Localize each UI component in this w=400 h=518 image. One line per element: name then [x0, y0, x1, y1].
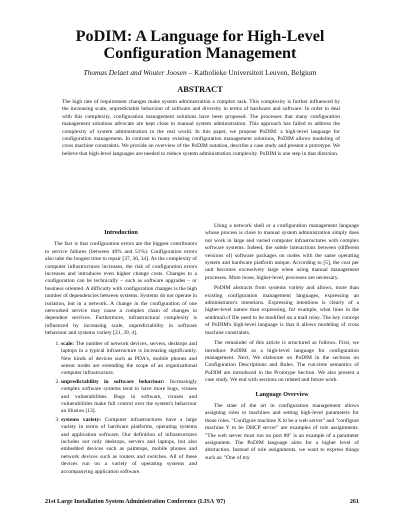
- abstract-text: The high rate of requirement changes make system administration a complex task. This complexity is further influenced by the increasing scale, unpredictable behaviour of software and diversity in terms of hardware and software. In order to deal with this complexity, configuration management solutions have been proposed. The processes that many configuration management solutions advocate are kept close to manual system administration. This approach has failed to address the complexity of system administration in the real world. In this paper, we propose PoDIM: a high-level language for configuration management. In contrast to many existing configuration management solutions, PoDIM allows modeling of cross machine constraints. We provide an overview of the PoDIM notation, describe a case study and present a prototype. We believe that high-level languages are needed to reduce system administration complexity. PoDIM is one step in that direction.: [62, 99, 340, 157]
- list-item-term: scale:: [61, 340, 75, 347]
- abstract-heading: ABSTRACT: [177, 85, 223, 94]
- list-item: [61, 379, 197, 416]
- section-heading-language-overview: Language Overview: [255, 390, 309, 398]
- title-line-2: Configuration Management: [103, 44, 297, 62]
- list-item-term: systems variety:: [61, 416, 102, 423]
- paper-title: [0, 28, 400, 62]
- intro-paragraph: The fact is that configuration errors are the biggest contributors to service failures (between 40% and 51%). Configuration errors also take the longest time to repair [37, 36, 34]. As the complexity of computer infrastructures increases, the risk of configuration errors increases and introduces even higher change costs. Changes to a configuration can be technically – such as software upgrades – or business oriented. A difficulty with configuration changes is the high number of dependencies between systems. Systems do not operate in isolation, but in a network. A change in the configuration of one networked service may cause a complex chain of changes in dependent services. Furthermore, infrastructural complexity is influenced by increasing scale, unpredictability in software behaviour and systems variety [21, 39, 4].: [45, 241, 197, 337]
- page-number: 261: [349, 499, 359, 505]
- right-column: [205, 223, 359, 465]
- conference-name: 21st Large Installation System Administration Conference (LISA '07): [45, 499, 226, 505]
- list-item-text: The number of network devices, servers, desktops and laptops in a typical infrastructure is increasing significantly. New kinds of devices such as PDA's, mobile phones and sensor nodes are extending the scope of an organizational computer infrastructure.: [61, 340, 197, 377]
- section-heading-introduction: Introduction: [104, 229, 138, 236]
- body-paragraph: The remainder of this article is structured as follows. First, we introduce PoDIM as a high-level language for configuration management. Next, We elaborate on PoDIM in the sections on Configuration Descriptions and Rules. The run-time semantics of PoDIM are introduced in the Prototype Section. We also present a case study. We end with sections on related and future work.: [205, 340, 359, 384]
- left-column: [45, 223, 197, 477]
- page-footer: [45, 499, 359, 505]
- body-paragraph: PoDIM abstracts from systems variety and allows, more than existing configuration management languages, expressing an administrator's intentions. Expressing intentions is clearly of a higher-level nature than expressing, for example, what lines in the sendmail.cf file need to be modified on a mail relay. The key concept of PoDIM's high-level language is that it allows modeling of cross machine constraints.: [205, 285, 359, 336]
- list-item-text: Increasingly complex software systems tend to have more bugs, viruses and vulnerabilities. Bugs in software, viruses and vulnerabilities make full control over the system's behaviour an illusion [13].: [61, 378, 198, 415]
- authors: Thomas Delaet and Wouter Joosen: [83, 68, 187, 77]
- author-line: [0, 68, 400, 77]
- complexity-factor-list: [45, 341, 197, 476]
- body-paragraph: The state of the art in configuration management allows assigning roles to machines and setting high-level parameters for those roles. "Configure machine X to be a web server" and "configure machine Y to be DHCP server" are examples of role assignments. "The web server must run on port 80" is an example of a parameter assignment. The PoDIM language aims for a higher level of abstraction. Instead of role assignments, we want to express things such as: "One of my: [205, 402, 359, 461]
- list-item-text: Computer infrastructures have a large variety in terms of hardware platforms, operating systems and application software. Our definition of infrastructures includes not only desktops, servers and laptops, but also embedded devices such as palmtops, mobile phones and network devices such as routers and switches. All of these devices run on a variety of operating systems and accompanying application software.: [61, 416, 197, 475]
- list-item: [61, 341, 197, 378]
- list-item: [61, 417, 197, 476]
- list-item-term: unpredictability in software behaviour:: [61, 378, 165, 385]
- affiliation: – Katholieke Universiteit Leuven, Belgium: [188, 68, 317, 77]
- body-paragraph: Using a network shell or a configuration management language whose process is close to manual system administration simply does not work in large and varied computer infrastructures with complex software systems. Indeed, the subtle interactions between (different versions of) software packages on nodes with the same operating system and hardware platform unique. According to [5], the cost per unit becomes excessively large when using manual management processes. More loose, higher-level, processes are necessary.: [205, 223, 359, 281]
- title-line-1: PoDIM: A Language for High-Level: [75, 27, 325, 45]
